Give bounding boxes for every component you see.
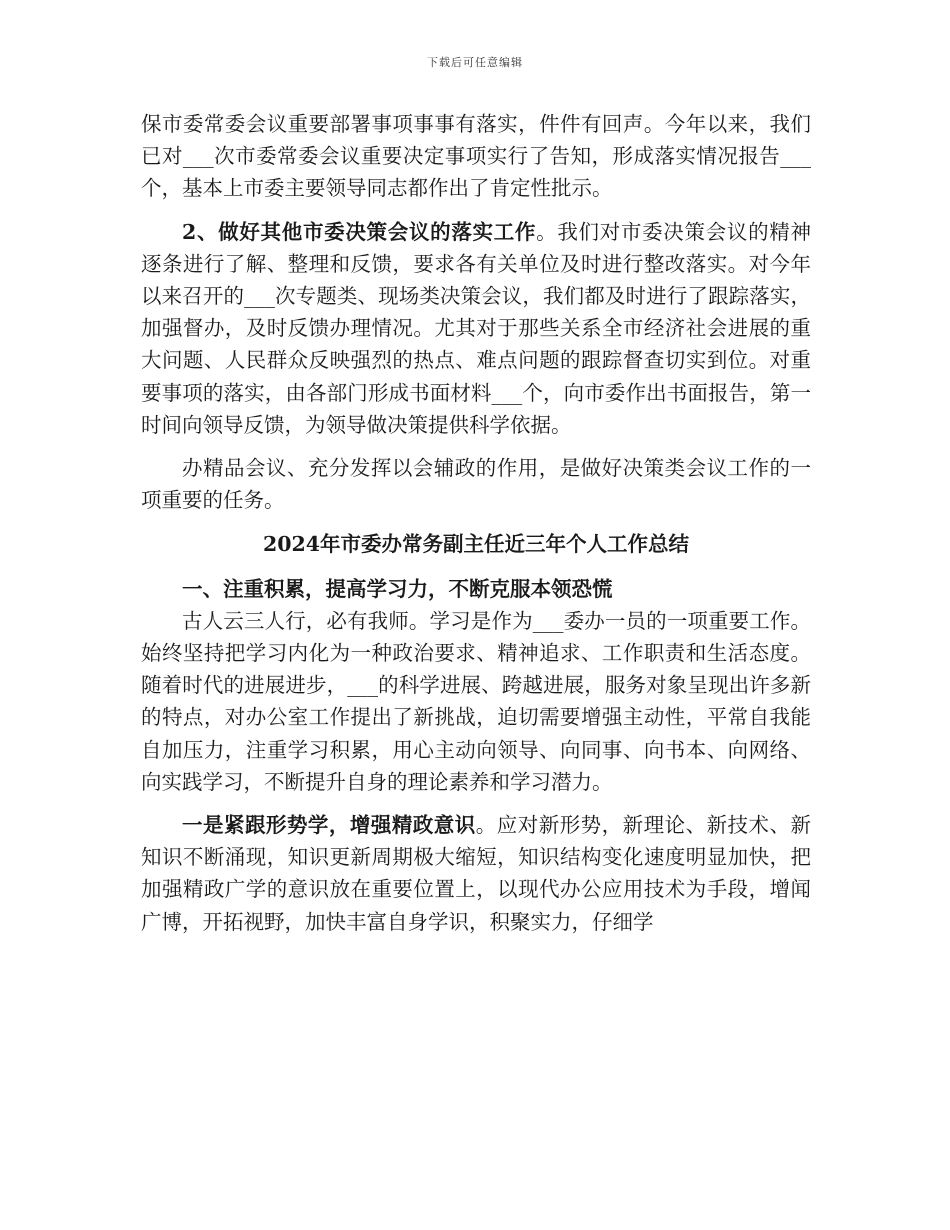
- paragraph-2-body: 。我们对市委决策会议的精神逐条进行了解、整理和反馈，要求各有关单位及时进行整改落实。对今年以来召开的___次专题类、现场类决策会议，我们都及时进行了跟踪落实，加强督办，及时反馈办理情况。尤其对于那些关系全市经济社会进展的重大问题、人民群众反映强烈的热点、难点问题的跟踪督查切实到位。对重要事项的落实，由各部门形成书面材料___个，向市委作出书面报告，第一时间向领导反馈，为领导做决策提供科学依据。: [141, 219, 811, 437]
- paragraph-4: 古人云三人行，必有我师。学习是作为___委办一员的一项重要工作。始终坚持把学习内化为一种政治要求、精神追求、工作职责和生活态度。随着时代的进展进步，___的科学进展、跨越进展，服务对象呈现出许多新的特点，对办公室工作提出了新挑战，迫切需要增强主动性，平常自我能自加压力，注重学习积累，用心主动向领导、向同事、向书本、向网络、向实践学习，不断提升自身的理论素养和学习潜力。: [141, 608, 811, 794]
- header-note: 下载后可任意编辑: [427, 56, 523, 69]
- document-title: 2024年市委办常务副主任近三年个人工作总结: [262, 532, 690, 557]
- paragraph-2-heading: 2、做好其他市委决策会议的落实工作: [182, 219, 537, 244]
- paragraph-5: [141, 809, 811, 938]
- paragraph-5-body: 。应对新形势，新理论、新技术、新知识不断涌现，知识更新周期极大缩短，知识结构变化速度明显加快，把加强精政广学的意识放在重要位置上，以现代办公应用技术为手段，增闻广博，开拓视野，加快丰富自身学识，积聚实力，仔细学: [141, 813, 812, 934]
- paragraph-3: 办精品会议、充分发挥以会辅政的作用，是做好决策类会议工作的一项重要的任务。: [141, 456, 811, 513]
- document-body: [141, 108, 811, 938]
- paragraph-1: 保市委常委会议重要部署事项事事有落实，件件有回声。今年以来，我们已对___次市委常委会议重要决定事项实行了告知，形成落实情况报告___个，基本上市委主要领导同志都作出了肯定性批示。: [141, 112, 811, 201]
- section-heading-1: 一、注重积累，提高学习力，不断克服本领恐慌: [182, 576, 613, 601]
- paragraph-2: [141, 216, 811, 441]
- paragraph-5-heading: 一是紧跟形势学，增强精政意识: [182, 813, 476, 838]
